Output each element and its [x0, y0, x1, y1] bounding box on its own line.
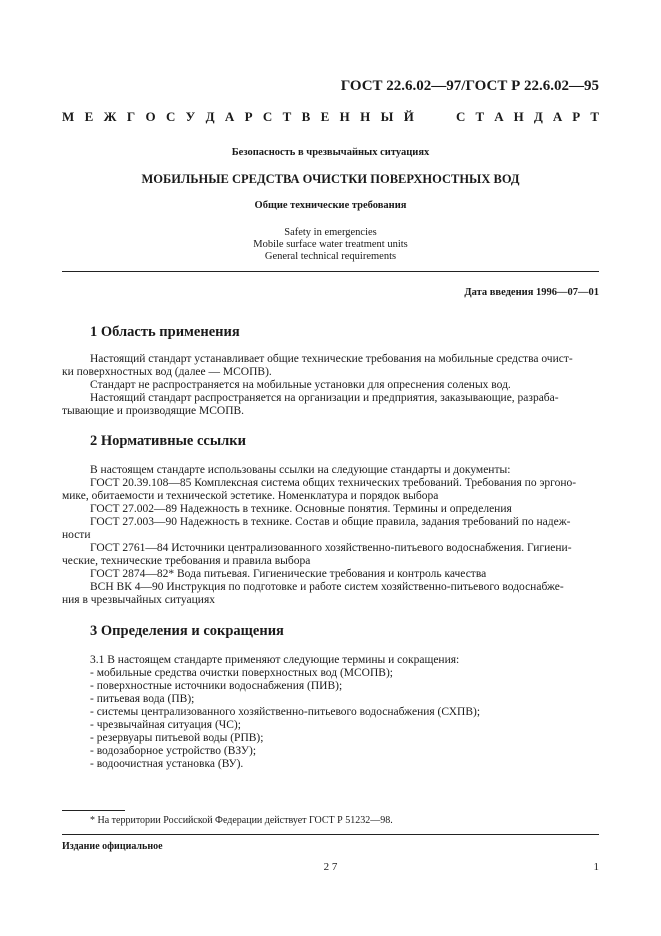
standard-banner: [62, 108, 599, 126]
subtitle: Общие технические требования: [254, 200, 407, 211]
section-3-list: [90, 654, 480, 771]
english-title-line-2: Mobile surface water treatment units: [253, 239, 408, 250]
banner-word-interstate: М Е Ж Г О С У Д А Р С Т В Е Н Н Ы Й: [62, 109, 414, 124]
list-item: - питьевая вода (ПВ);: [90, 693, 195, 705]
list-item: - резервуары питьевой воды (РПВ);: [90, 732, 264, 744]
document-code: ГОСТ 22.6.02—97/ГОСТ Р 22.6.02—95: [340, 78, 599, 94]
footnote: * На территории Российской Федерации действует ГОСТ Р 51232—98.: [90, 815, 393, 826]
s2-ref-3-line-2: ности: [62, 529, 91, 541]
section-1-heading: 1 Область применения: [90, 324, 240, 340]
s1-para-1-line-1: Настоящий стандарт устанавливает общие технические требования на мобильные средства очист-: [90, 353, 573, 365]
list-item: - водоочистная установка (ВУ).: [90, 758, 244, 770]
list-item: - поверхностные источники водоснабжения (ПИВ);: [90, 680, 343, 692]
s2-ref-5: ГОСТ 2874—82* Вода питьевая. Гигиенические требования и контроль качества: [90, 568, 487, 580]
list-item: - мобильные средства очистки поверхностных вод (МСОПВ);: [90, 667, 393, 679]
section-1-body: [62, 353, 598, 418]
english-title-line-3: General technical requirements: [264, 251, 397, 262]
banner-word-standard: С Т А Н Д А Р Т: [456, 109, 599, 124]
page-number: 1: [593, 861, 599, 873]
introduction-date: Дата введения 1996—07—01: [464, 287, 599, 298]
page-number-center: 2 7: [323, 861, 338, 873]
footer-divider: [62, 834, 599, 835]
list-item: - системы централизованного хозяйственно-питьевого водоснабжения (СХПВ);: [90, 706, 481, 718]
s2-ref-3-line-1: ГОСТ 27.003—90 Надежность в технике. Состав и общие правила, задания требований по надеж-: [90, 516, 571, 528]
header-divider: [62, 271, 599, 272]
footnote-divider: [62, 810, 125, 811]
s1-para-3-line-2: тывающие и производящие МСОПВ.: [62, 405, 245, 417]
edition-label: Издание официальное: [62, 841, 163, 852]
section-2-body: [62, 464, 598, 607]
section-3-heading: 3 Определения и сокращения: [90, 623, 284, 639]
main-title: МОБИЛЬНЫЕ СРЕДСТВА ОЧИСТКИ ПОВЕРХНОСТНЫХ ВОД: [141, 172, 520, 186]
s2-ref-6-line-2: ния в чрезвычайных ситуациях: [62, 594, 215, 606]
s1-para-2: Стандарт не распространяется на мобильные установки для опреснения соленых вод.: [90, 379, 511, 391]
s1-para-3-line-1: Настоящий стандарт распространяется на организации и предприятия, заказывающие, разраба-: [90, 392, 559, 404]
s2-ref-4-line-1: ГОСТ 2761—84 Источники централизованного хозяйственно-питьевого водоснабжения. Гигиени-: [90, 542, 572, 554]
s2-ref-4-line-2: ческие, технические требования и правила выбора: [62, 555, 311, 567]
section-2-heading: 2 Нормативные ссылки: [90, 433, 246, 449]
english-title: [62, 227, 599, 263]
s2-ref-1-line-2: мике, обитаемости и технической эстетике. Номенклатура и порядок выбора: [62, 490, 439, 502]
s2-ref-2: ГОСТ 27.002—89 Надежность в технике. Основные понятия. Термины и определения: [90, 503, 512, 515]
english-title-line-1: Safety in emergencies: [284, 227, 377, 238]
series-title: Безопасность в чрезвычайных ситуациях: [231, 147, 430, 158]
s2-intro: В настоящем стандарте использованы ссылки на следующие стандарты и документы:: [90, 464, 511, 476]
list-item: - чрезвычайная ситуация (ЧС);: [90, 719, 241, 731]
s2-ref-6-line-1: ВСН ВК 4—90 Инструкция по подготовке и работе систем хозяйственно-питьевого водоснабже-: [90, 581, 564, 593]
s2-ref-1-line-1: ГОСТ 20.39.108—85 Комплексная система общих технических требований. Требования по эргоно-: [90, 477, 577, 489]
list-item: - водозаборное устройство (ВЗУ);: [90, 745, 257, 757]
s1-para-1-line-2: ки поверхностных вод (далее — МСОПВ).: [62, 366, 272, 378]
s3-intro: 3.1 В настоящем стандарте применяют следующие термины и сокращения:: [90, 654, 460, 666]
